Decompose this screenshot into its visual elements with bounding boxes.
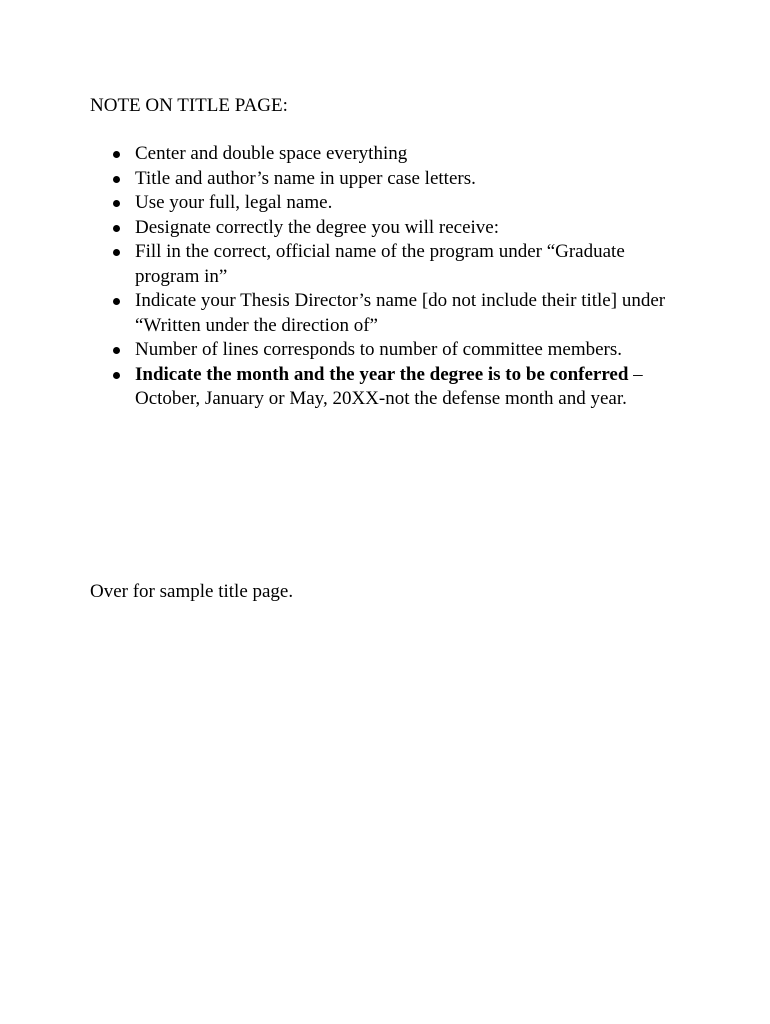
bullet-icon: [113, 176, 120, 183]
list-item: [90, 240, 690, 289]
list-item: [90, 167, 690, 192]
list-item: [90, 338, 690, 363]
list-item-text: – October, January or May, 20XX-not the defense month and year.: [135, 363, 643, 409]
list-item-text: Number of lines corresponds to number of committee members.: [135, 339, 623, 360]
list-item-text: Use your full, legal name.: [135, 192, 333, 213]
bullet-icon: [113, 249, 120, 256]
bullet-icon: [113, 347, 120, 354]
list-item: [90, 363, 690, 412]
bullet-icon: [113, 200, 120, 207]
list-item-text: Fill in the correct, official name of the program under “Graduate program in”: [135, 241, 625, 287]
list-item: [90, 289, 690, 338]
list-item: [90, 216, 690, 241]
list-item: [90, 142, 690, 167]
list-item-text: Center and double space everything: [135, 143, 408, 164]
list-item-text: Indicate your Thesis Director’s name [do not include their title] under “Written under the direction of”: [135, 290, 666, 336]
bullet-icon: [113, 372, 120, 379]
list-item-text: Title and author’s name in upper case letters.: [135, 167, 476, 189]
bullet-icon: [113, 151, 120, 158]
list-item-bold-text: Indicate the month and the year the degree is to be conferred: [135, 363, 629, 385]
list-item-text: Designate correctly the degree you will receive:: [135, 216, 499, 238]
bullet-icon: [113, 298, 120, 305]
page-heading: NOTE ON TITLE PAGE:: [90, 95, 288, 116]
bullet-icon: [113, 225, 120, 232]
list-item: [90, 191, 690, 216]
instruction-list: [90, 142, 690, 412]
footer-note: Over for sample title page.: [90, 581, 294, 602]
